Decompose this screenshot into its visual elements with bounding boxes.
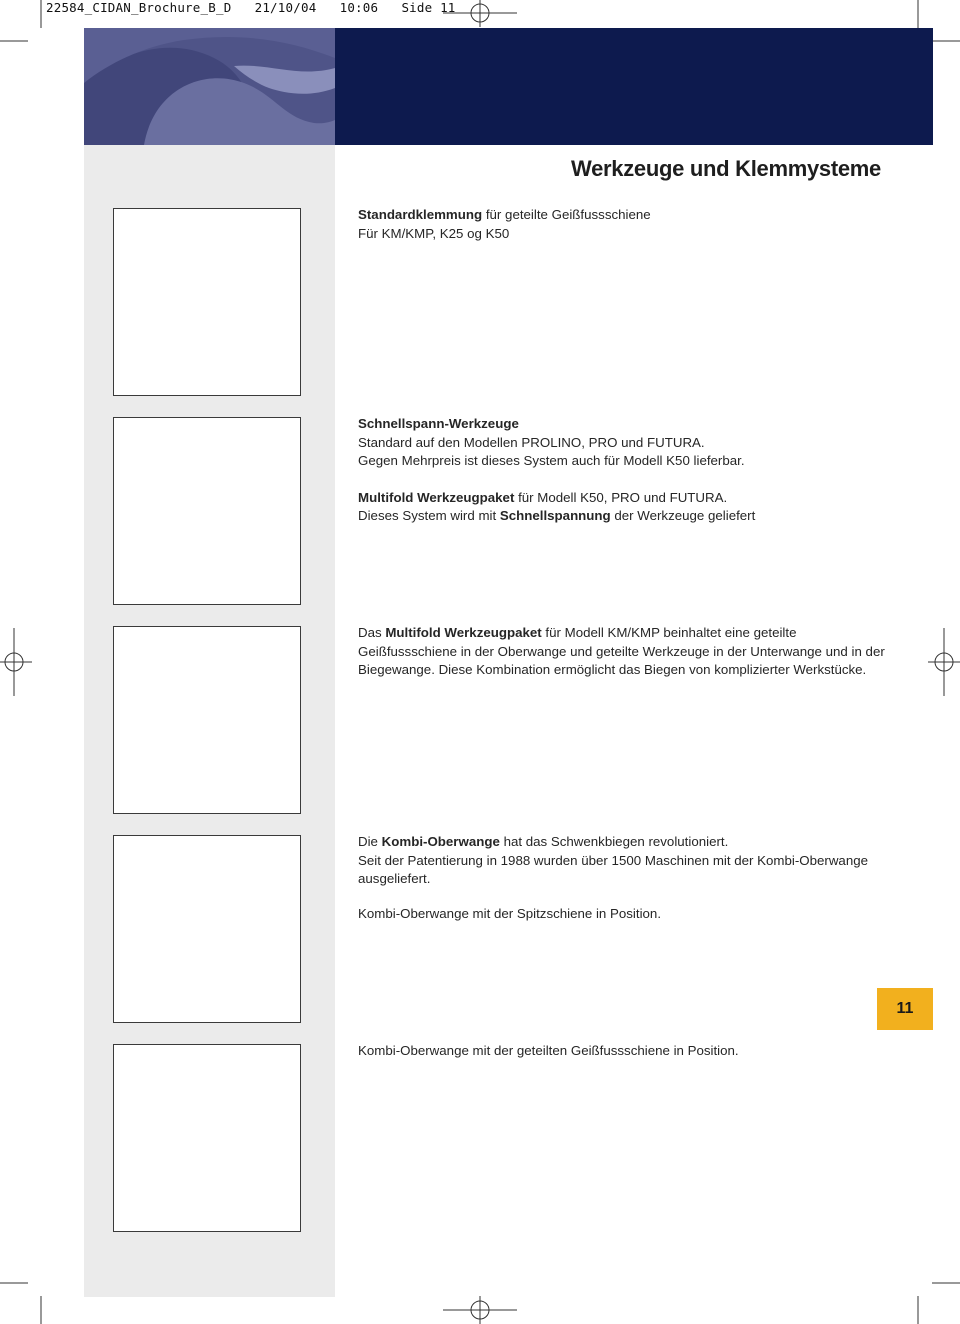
text-block-standardklemmung	[358, 206, 898, 243]
product-photo-4	[113, 835, 301, 1023]
text-block-kombi-oberwange	[358, 833, 888, 923]
block5-line1: Kombi-Oberwange mit der geteilten Geißfussschiene in Position.	[358, 1043, 739, 1058]
block4-rest: hat das Schwenkbiegen revolutioniert.	[499, 834, 729, 849]
block4-line3: Kombi-Oberwange mit der Spitzschiene in Position.	[358, 905, 662, 921]
product-photo-3	[113, 626, 301, 814]
block4-pre: Die	[358, 834, 382, 849]
block2-line2: Gegen Mehrpreis ist dieses System auch für Modell K50 lieferbar.	[358, 453, 745, 468]
block2-p3-bold: Schnellspannung	[499, 508, 611, 523]
text-block-geteilte-schiene	[358, 1042, 898, 1061]
block2-heading	[358, 415, 898, 434]
product-photo-2	[113, 417, 301, 605]
block2-p2-bold: Multifold Werkzeugpaket	[358, 489, 515, 505]
block2-p3-pre: Dieses System wird mit	[358, 508, 500, 523]
block2-heading-text: Schnellspann-Werkzeuge	[358, 416, 519, 431]
text-block-multifold-km	[358, 624, 888, 680]
block2-p2-rest: für Modell K50, PRO und FUTURA.	[514, 489, 728, 505]
slug-page: Side 11	[401, 0, 456, 15]
block1-line2: Für KM/KMP, K25 og K50	[358, 225, 510, 241]
block1-line1	[358, 206, 898, 225]
page-number-badge: 11	[877, 988, 933, 1030]
product-photo-5	[113, 1044, 301, 1232]
block3-pre: Das	[358, 625, 386, 640]
block4-bold: Kombi-Oberwange	[381, 834, 500, 849]
block2-p3-post: der Werkzeuge geliefert	[610, 508, 756, 523]
block2-schnellspannung	[358, 507, 898, 526]
block1-rest: für geteilte Geißfussschiene	[482, 207, 651, 222]
block2-line1: Standard auf den Modellen PROLINO, PRO und FUTURA.	[358, 434, 705, 450]
page-title: Werkzeuge und Klemmysteme	[571, 156, 881, 181]
block4-line2: Seit der Patentierung in 1988 wurden über 1500 Maschinen mit der Kombi-Oberwange ausgeliefert.	[358, 852, 869, 886]
print-slug	[46, 0, 456, 15]
banner-logo-area	[84, 28, 335, 145]
block3-bold: Multifold Werkzeugpaket	[385, 625, 542, 640]
slug-file: 22584_CIDAN_Brochure_B_D	[46, 0, 232, 15]
slug-time: 10:06	[339, 0, 379, 15]
block2-multifold	[358, 489, 898, 508]
text-block-schnellspann	[358, 415, 898, 526]
slug-date: 21/10/04	[254, 0, 317, 15]
block1-bold: Standardklemmung	[358, 207, 483, 222]
swoosh-logo-icon	[84, 28, 335, 145]
block3-rest: für Modell KM/KMP beinhaltet eine geteilte Geißfussschiene in der Oberwange und geteilte Werkzeuge in der Unterwange und in der Biegewange. Diese Kombination ermöglicht das Biegen von komplizierter Werkstücke.	[358, 625, 885, 677]
product-photo-1	[113, 208, 301, 396]
banner-dark	[335, 28, 933, 145]
block4-line1	[358, 833, 888, 852]
